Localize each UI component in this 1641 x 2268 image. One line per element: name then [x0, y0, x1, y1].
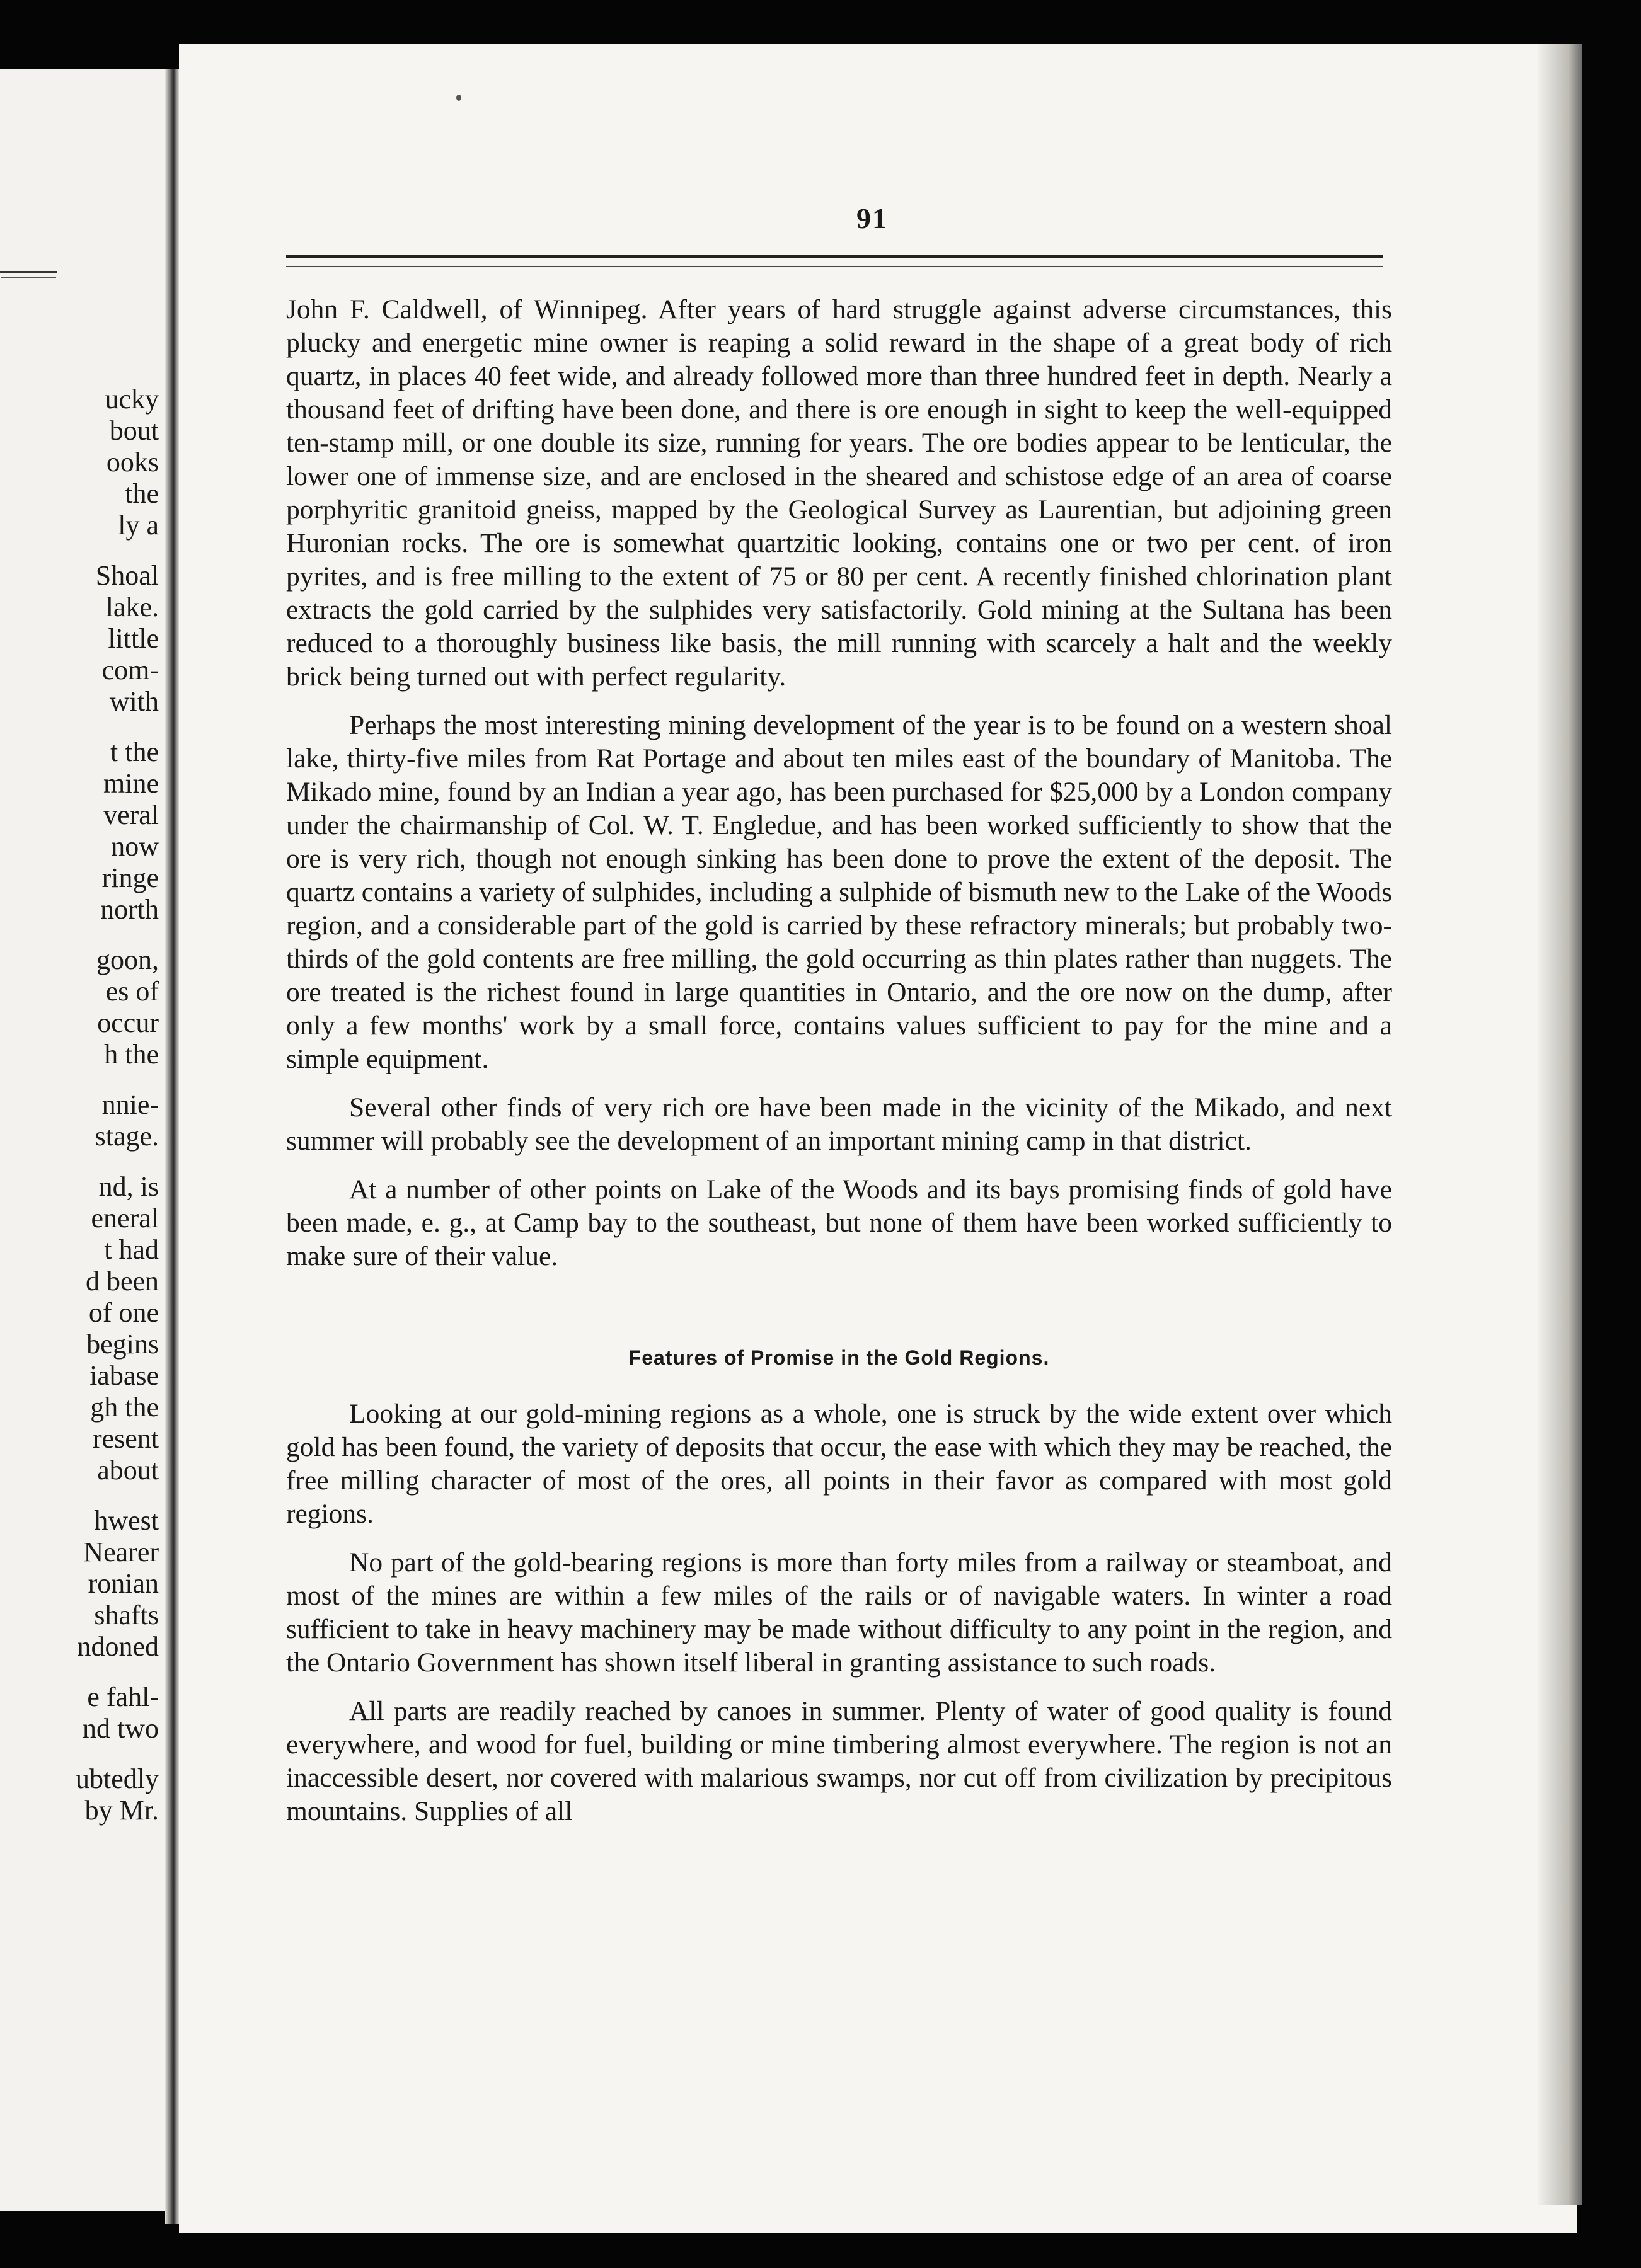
- left-page-fragment: Nearer: [83, 1537, 159, 1567]
- paragraph-caldwell: John F. Caldwell, of Winnipeg. After years of hard struggle against adverse circumstances, this plucky and energetic mine owner is reaping a solid reward in the shape of a great body of rich quartz, in places 40 feet wide, and already followed more than three hundred feet in depth. Nearly a thousand feet of drifting have been done, and there is ore enough in sight to keep the well-equipped ten-stamp mill, or one double its size, running for years. The ore bodies appear to be lenticular, the lower one of immense size, and are enclosed in the sheared and schistose edge of an area of coarse porphyritic granitoid gneiss, mapped by the Geological Survey as Laurentian, but adjoining green Huronian rocks. The ore is somewhat quartzitic looking, contains one or two per cent. of iron pyrites, and is free milling to the extent of 75 or 80 per cent. A recently finished chlorination plant extracts the gold carried by the sulphides very satisfactorily. Gold mining at the Sultana has been reduced to a thoroughly business like basis, the mill running with scarcely a halt and the weekly brick being turned out with perfect regularity.: [286, 294, 1392, 692]
- left-page-fragment: veral: [103, 799, 159, 830]
- left-page-fragment: resent: [92, 1423, 159, 1454]
- left-page-fragment: north: [100, 894, 159, 925]
- page-edge: [1538, 44, 1582, 2205]
- left-page-fragment: ooks: [106, 447, 159, 478]
- left-page-fragment: nd two: [83, 1713, 159, 1744]
- page-gutter: [165, 69, 179, 2224]
- left-page-fragment: begins: [86, 1329, 159, 1360]
- left-page-fragment: stage.: [95, 1121, 159, 1152]
- left-page-fragment: iabase: [89, 1360, 159, 1391]
- left-page-fragment: lake.: [105, 592, 159, 622]
- left-page-fragment: t the: [110, 736, 159, 767]
- left-page: [0, 69, 165, 2211]
- left-page-fragment: little: [108, 623, 159, 654]
- left-page-fragment: nd, is: [98, 1171, 159, 1202]
- left-page-fragment: hwest: [94, 1505, 159, 1536]
- left-page-fragment: ronian: [88, 1568, 159, 1599]
- left-page-fragment: ndoned: [77, 1631, 159, 1662]
- left-page-fragment: mine: [103, 768, 159, 799]
- left-page-fragment: of one: [88, 1297, 159, 1328]
- body-text: [286, 293, 1392, 1843]
- left-page-fragment: ringe: [101, 862, 159, 893]
- left-page-fragment: h the: [104, 1039, 159, 1070]
- left-page-fragment: nnie-: [101, 1089, 159, 1120]
- left-page-rule: [0, 271, 57, 273]
- left-page-fragment: ubtedly: [76, 1763, 159, 1794]
- paragraph-transport: No part of the gold-bearing regions is more than forty miles from a railway or steamboat, and most of the mines are within a few miles of the rails or of navigable waters. In winter a road sufficient to take in heavy machinery may be made without difficulty to any point in the region, and the Ontario Government has shown itself liberal in granting assistance to such roads.: [286, 1547, 1392, 1678]
- paragraph-gold-regions: Looking at our gold-mining regions as a whole, one is struck by the wide extent over which gold has been found, the variety of deposits that occur, the ease with which they may be reached, the free milling character of most of the ores, all points in their favor as compared with most gold regions.: [286, 1399, 1392, 1529]
- left-page-fragment: shafts: [94, 1600, 159, 1630]
- left-page-fragment: eneral: [91, 1203, 159, 1234]
- left-page-fragment: t had: [104, 1234, 159, 1265]
- left-page-fragment: goon,: [96, 944, 159, 975]
- left-page-fragment: now: [111, 831, 159, 862]
- left-page-fragment: Shoal: [95, 560, 159, 591]
- paragraph-mikado-mine: Perhaps the most interesting mining development of the year is to be found on a western shoal lake, thirty-five miles from Rat Portage and about ten miles east of the boundary of Manitoba. The Mikado mine, found by an Indian a year ago, has been purchased for $25,000 by a London company under the chairmanship of Col. W. T. Engledue, and has been worked sufficiently to show that the ore is very rich, though not enough sinking has been done to prove the extent of the deposit. The quartz contains a variety of sulphides, including a sulphide of bismuth new to the Lake of the Woods region, and a considerable part of the gold is carried by these refractory minerals; but probably two-thirds of the gold contents are free milling, the gold occurring as thin plates rather than nuggets. The ore treated is the richest found in large quantities in Ontario, and the ore now on the dump, after only a few months' work by a small force, contains values sufficient to pay for the mine and a simple equipment.: [286, 710, 1392, 1074]
- left-page-fragment: by Mr.: [84, 1795, 159, 1826]
- left-page-fragment: the: [125, 478, 159, 509]
- left-page-fragment: ly a: [118, 510, 159, 541]
- left-page-fragment: d been: [85, 1266, 159, 1297]
- left-page-fragment: bout: [109, 415, 159, 446]
- left-page-fragment: gh the: [90, 1392, 159, 1423]
- left-page-fragment: e fahl-: [87, 1681, 159, 1712]
- header-rule: [286, 255, 1383, 258]
- header-rule-thin: [286, 266, 1383, 267]
- paragraph-access: All parts are readily reached by canoes in summer. Plenty of water of good quality is found everywhere, and wood for fuel, building or mine timbering almost everywhere. The region is not an inaccessible desert, nor covered with malarious swamps, nor cut off from civilization by precipitous mountains. Supplies of all: [286, 1696, 1392, 1826]
- left-page-fragment: with: [109, 686, 159, 717]
- right-page: [179, 44, 1577, 2233]
- left-page-fragment: about: [97, 1455, 159, 1486]
- page-number: 91: [856, 202, 888, 234]
- left-page-fragment: com-: [101, 655, 159, 685]
- ink-speck: [456, 94, 461, 101]
- left-page-fragment: ucky: [105, 384, 159, 415]
- left-page-fragment: occur: [97, 1007, 159, 1038]
- paragraph-other-finds: Several other finds of very rich ore have been made in the vicinity of the Mikado, and next summer will probably see the development of an important mining camp in that district.: [286, 1092, 1392, 1156]
- left-page-fragment: es of: [105, 976, 159, 1007]
- section-heading: Features of Promise in the Gold Regions.: [628, 1346, 1050, 1369]
- paragraph-lake-of-woods: At a number of other points on Lake of the Woods and its bays promising finds of gold have been made, e. g., at Camp bay to the southeast, but none of them have been worked sufficiently to make sure of their value.: [286, 1174, 1392, 1271]
